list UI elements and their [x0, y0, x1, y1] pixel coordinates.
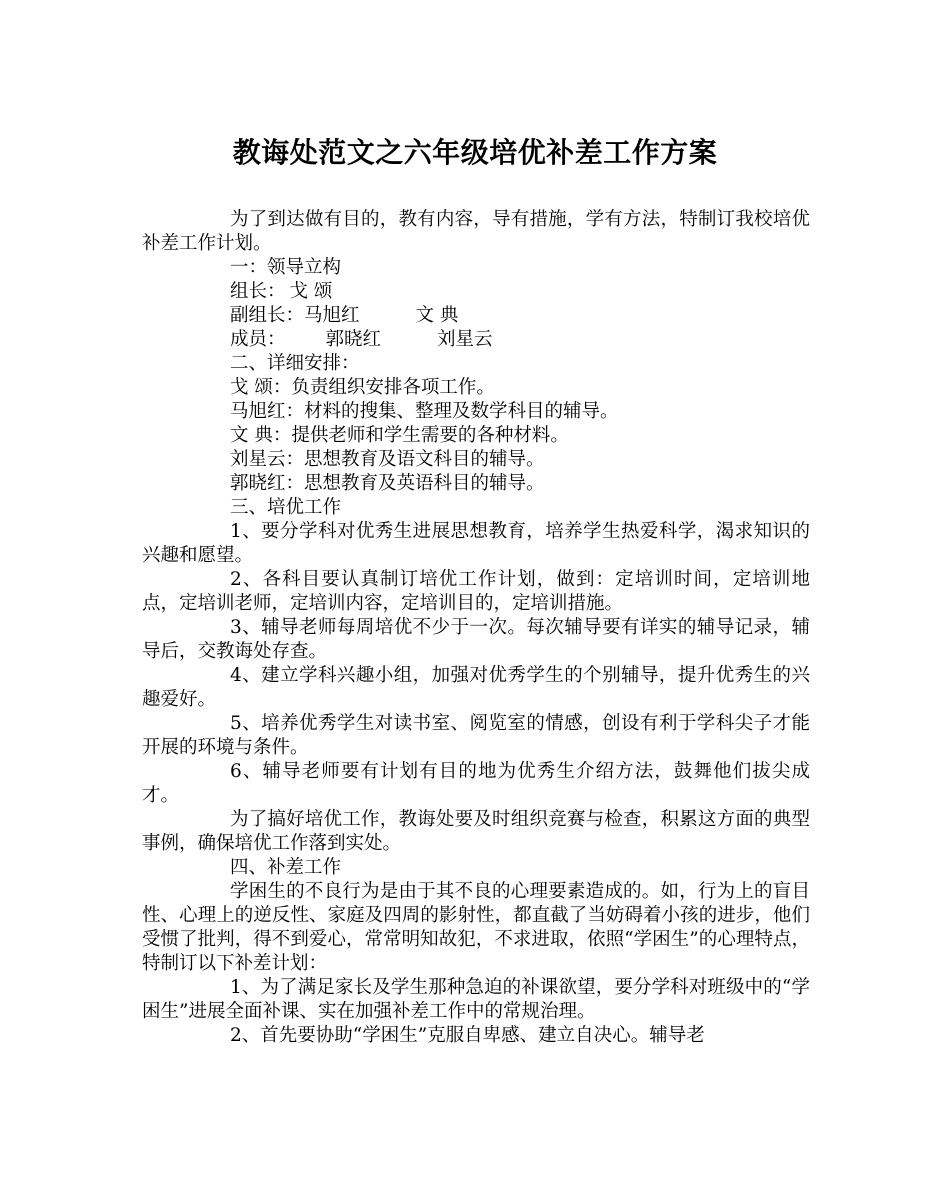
section-3-closing: 为了搞好培优工作，教诲处要及时组织竞赛与检查，积累这方面的典型事例，确保培优工作落到实处。: [142, 809, 810, 854]
list-item: 1、要分学科对优秀生进展思想教育，培养学生热爱科学，渴求知识的兴趣和愿望。: [142, 521, 810, 566]
duty-line: 郭晓红：思想教育及英语科目的辅导。: [230, 473, 545, 494]
section-1-heading: 一：领导立构: [230, 257, 342, 278]
section-3-heading: 三、培优工作: [230, 497, 342, 518]
list-item: 6、辅导老师要有计划有目的地为优秀生介绍方法，鼓舞他们拔尖成才。: [142, 761, 810, 806]
list-item: 4、建立学科兴趣小组，加强对优秀学生的个别辅导，提升优秀生的兴趣爱好。: [142, 665, 810, 710]
duty-line: 马旭红：材料的搜集、整理及数学科目的辅导。: [230, 401, 619, 422]
list-item: 2、首先要协助“学困生”克服自卑感、建立自决心。辅导老: [230, 1025, 705, 1046]
list-item: 3、辅导老师每周培优不少于一次。每次辅导要有详实的辅导记录，辅导后，交教诲处存查。: [142, 617, 810, 662]
vice-leader-label: 副组长：: [230, 305, 305, 326]
member-name-1: 郭晓红: [325, 329, 382, 350]
list-item: 1、为了满足家长及学生那种急迫的补课欲望，要分学科对班级中的“学困生”进展全面补课、实在加强补差工作中的常规治理。: [142, 977, 810, 1022]
leader-name: 戈 颂: [289, 281, 333, 302]
duty-line: 戈 颂：负责组织安排各项工作。: [230, 377, 495, 398]
section-2-heading: 二、详细安排：: [230, 353, 360, 374]
members-line: [142, 328, 810, 352]
section-4-heading: 四、补差工作: [230, 857, 342, 878]
document-body: [142, 208, 810, 1048]
list-item: 2、各科目要认真制订培优工作计划，做到：定培训时间，定培训地点，定培训老师，定培训内容，定培训目的，定培训措施。: [142, 569, 810, 614]
vice-leader-name-2: 文 典: [415, 305, 459, 326]
list-item: 5、培养优秀学生对读书室、阅览室的情感，创设有利于学科尖子才能开展的环境与条件。: [142, 713, 810, 758]
duty-line: 文 典：提供老师和学生需要的各种材料。: [230, 425, 569, 446]
members-label: 成员：: [230, 329, 286, 350]
member-name-2: 刘星云: [437, 329, 493, 350]
intro-paragraph: 为了到达做有目的，教有内容，导有措施，学有方法，特制订我校培优补差工作计划。: [142, 209, 810, 254]
leader-label: 组长：: [230, 281, 286, 302]
duty-line: 刘星云：思想教育及语文科目的辅导。: [230, 449, 545, 470]
vice-leader-name-1: 马旭红: [304, 305, 360, 326]
leader-line: [142, 280, 810, 304]
section-4-intro: 学困生的不良行为是由于其不良的心理要素造成的。如，行为上的盲目性、心理上的逆反性、家庭及四周的影射性，都直截了当妨碍着小孩的进步，他们受惯了批判，得不到爱心，常常明知故犯，不求进取，依照“学困生”的心理特点，特制订以下补差计划：: [142, 881, 810, 974]
vice-leader-line: [142, 304, 810, 328]
document-title: 教诲处范文之六年级培优补差工作方案: [232, 136, 718, 169]
